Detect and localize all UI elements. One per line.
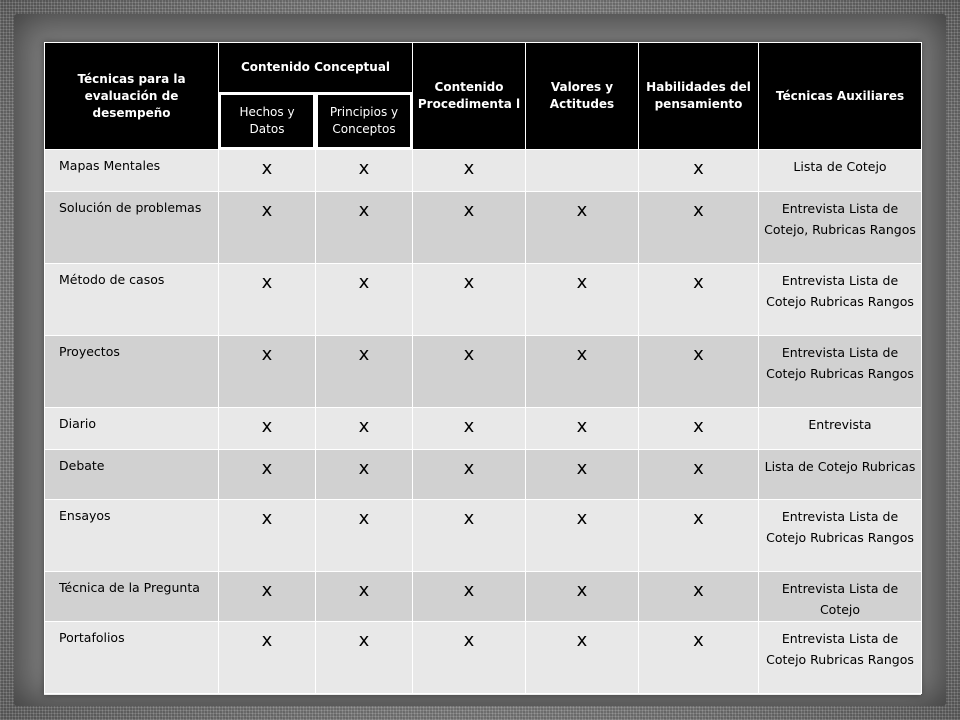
table-body (45, 150, 922, 694)
cell-hechos: x (219, 336, 316, 408)
header-contenido-procedimental: Contenido Procedimenta l (413, 43, 526, 150)
cell-procedimental: x (413, 572, 526, 622)
cell-principios: x (316, 264, 413, 336)
header-valores-actitudes: Valores y Actitudes (526, 43, 639, 150)
cell-tecnica: Portafolios (45, 622, 219, 694)
cell-valores: x (526, 192, 639, 264)
cell-habilidades: x (639, 450, 759, 500)
cell-principios: x (316, 336, 413, 408)
table-row (45, 500, 922, 572)
cell-procedimental: x (413, 500, 526, 572)
cell-tecnica: Técnica de la Pregunta (45, 572, 219, 622)
cell-hechos: x (219, 622, 316, 694)
cell-tecnica: Solución de problemas (45, 192, 219, 264)
evaluation-techniques-table (44, 42, 922, 694)
cell-principios: x (316, 500, 413, 572)
cell-valores: x (526, 264, 639, 336)
cell-habilidades: x (639, 192, 759, 264)
cell-principios: x (316, 622, 413, 694)
cell-auxiliares: Lista de Cotejo Rubricas (759, 450, 922, 500)
cell-auxiliares: Entrevista (759, 408, 922, 450)
cell-tecnica: Método de casos (45, 264, 219, 336)
cell-hechos: x (219, 264, 316, 336)
cell-principios: x (316, 192, 413, 264)
table-row (45, 264, 922, 336)
cell-auxiliares: Entrevista Lista de Cotejo Rubricas Rangos (759, 336, 922, 408)
cell-auxiliares: Entrevista Lista de Cotejo, Rubricas Rangos (759, 192, 922, 264)
cell-auxiliares: Entrevista Lista de Cotejo Rubricas Rangos (759, 622, 922, 694)
cell-valores: x (526, 500, 639, 572)
cell-principios: x (316, 150, 413, 192)
cell-principios: x (316, 572, 413, 622)
subheader-hechos-datos (219, 93, 316, 150)
cell-procedimental: x (413, 192, 526, 264)
evaluation-table-container (44, 42, 921, 695)
header-tecnicas-auxiliares: Técnicas Auxiliares (759, 43, 922, 150)
cell-auxiliares: Lista de Cotejo (759, 150, 922, 192)
table-row (45, 192, 922, 264)
cell-habilidades: x (639, 264, 759, 336)
cell-tecnica: Mapas Mentales (45, 150, 219, 192)
header-contenido-conceptual: Contenido Conceptual (219, 43, 413, 93)
table-header (45, 43, 922, 150)
cell-habilidades: x (639, 622, 759, 694)
cell-auxiliares: Entrevista Lista de Cotejo (759, 572, 922, 622)
cell-tecnica: Diario (45, 408, 219, 450)
subheader-hechos-datos-label: Hechos y Datos (219, 93, 315, 149)
header-habilidades: Habilidades del pensamiento (639, 43, 759, 150)
table-row (45, 572, 922, 622)
cell-valores: x (526, 572, 639, 622)
cell-procedimental: x (413, 336, 526, 408)
header-tecnicas: Técnicas para la evaluación de desempeño (45, 43, 219, 150)
cell-habilidades: x (639, 500, 759, 572)
cell-habilidades: x (639, 572, 759, 622)
cell-auxiliares: Entrevista Lista de Cotejo Rubricas Rangos (759, 500, 922, 572)
cell-procedimental: x (413, 408, 526, 450)
table-row (45, 336, 922, 408)
cell-principios: x (316, 450, 413, 500)
table-row (45, 408, 922, 450)
cell-tecnica: Debate (45, 450, 219, 500)
cell-hechos: x (219, 500, 316, 572)
cell-hechos: x (219, 150, 316, 192)
cell-habilidades: x (639, 336, 759, 408)
cell-hechos: x (219, 572, 316, 622)
cell-valores: x (526, 408, 639, 450)
cell-habilidades: x (639, 150, 759, 192)
cell-hechos: x (219, 408, 316, 450)
subheader-principios-conceptos (316, 93, 413, 150)
cell-valores: x (526, 622, 639, 694)
cell-procedimental: x (413, 264, 526, 336)
table-row (45, 450, 922, 500)
cell-procedimental: x (413, 150, 526, 192)
cell-hechos: x (219, 192, 316, 264)
cell-hechos: x (219, 450, 316, 500)
cell-principios: x (316, 408, 413, 450)
cell-valores: x (526, 450, 639, 500)
cell-habilidades: x (639, 408, 759, 450)
table-row (45, 622, 922, 694)
cell-tecnica: Proyectos (45, 336, 219, 408)
subheader-principios-conceptos-label: Principios y Conceptos (316, 93, 412, 149)
cell-valores (526, 150, 639, 192)
cell-valores: x (526, 336, 639, 408)
cell-procedimental: x (413, 622, 526, 694)
cell-tecnica: Ensayos (45, 500, 219, 572)
cell-auxiliares: Entrevista Lista de Cotejo Rubricas Rangos (759, 264, 922, 336)
table-row (45, 150, 922, 192)
cell-procedimental: x (413, 450, 526, 500)
